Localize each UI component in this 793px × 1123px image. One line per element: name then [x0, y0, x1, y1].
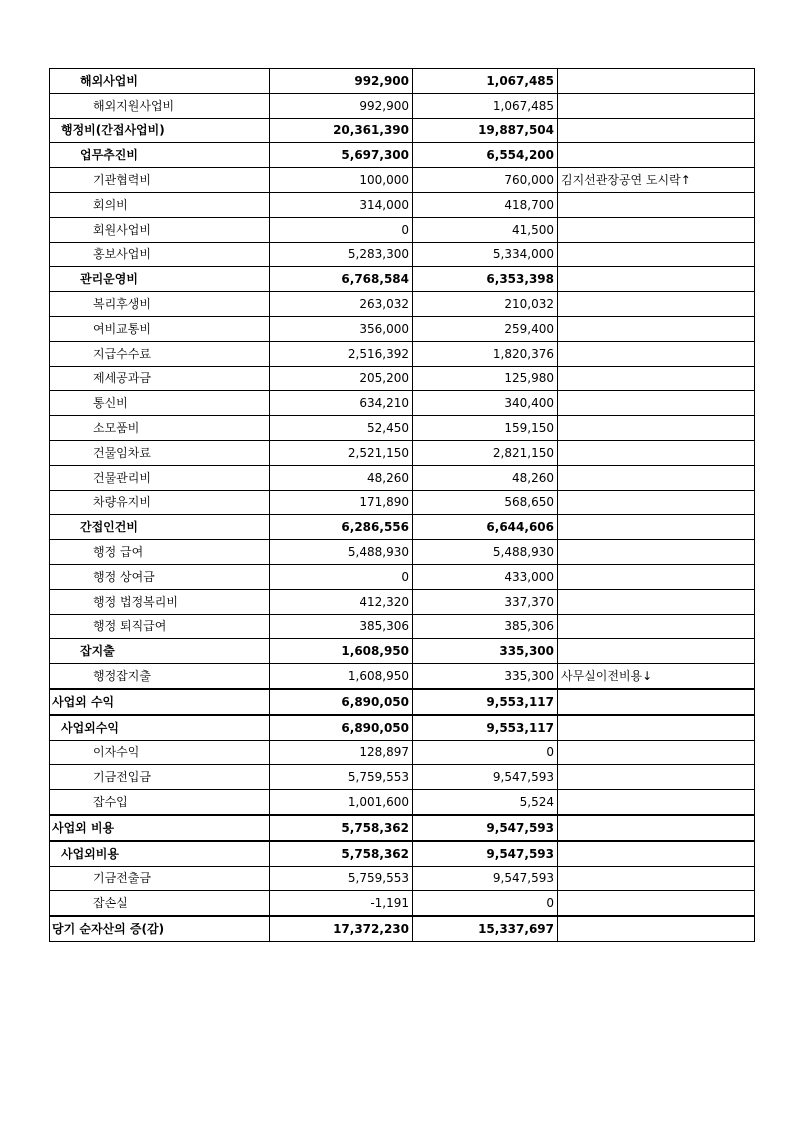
account-name-cell: 관리운영비 — [50, 267, 270, 292]
note-cell — [558, 614, 755, 639]
account-name-cell: 행정 급여 — [50, 540, 270, 565]
table-row — [50, 316, 755, 341]
table-row — [50, 790, 755, 815]
prior-amount-cell: 20,361,390 — [270, 118, 413, 143]
table-row — [50, 192, 755, 217]
prior-amount-cell: 17,372,230 — [270, 916, 413, 941]
note-cell — [558, 765, 755, 790]
prior-amount-cell: 5,758,362 — [270, 815, 413, 841]
prior-amount-cell: 5,697,300 — [270, 143, 413, 168]
financial-statement-table — [49, 68, 755, 942]
account-name-cell: 간접인건비 — [50, 515, 270, 540]
account-name-cell: 통신비 — [50, 391, 270, 416]
account-name-cell: 잡손실 — [50, 891, 270, 916]
table-row — [50, 589, 755, 614]
prior-amount-cell: 52,450 — [270, 416, 413, 441]
current-amount-cell: 9,553,117 — [413, 715, 558, 740]
prior-amount-cell: 1,608,950 — [270, 664, 413, 689]
current-amount-cell: 9,547,593 — [413, 815, 558, 841]
current-amount-cell: 433,000 — [413, 564, 558, 589]
account-name-cell: 이자수익 — [50, 740, 270, 765]
current-amount-cell: 5,334,000 — [413, 242, 558, 267]
table-row — [50, 740, 755, 765]
table-row — [50, 143, 755, 168]
prior-amount-cell: 2,516,392 — [270, 341, 413, 366]
note-cell — [558, 465, 755, 490]
current-amount-cell: 335,300 — [413, 639, 558, 664]
current-amount-cell: 210,032 — [413, 292, 558, 317]
prior-amount-cell: 992,900 — [270, 69, 413, 94]
table-row — [50, 490, 755, 515]
note-cell — [558, 267, 755, 292]
note-cell — [558, 143, 755, 168]
current-amount-cell: 335,300 — [413, 664, 558, 689]
table-row — [50, 916, 755, 941]
prior-amount-cell: 5,283,300 — [270, 242, 413, 267]
account-name-cell: 업무추진비 — [50, 143, 270, 168]
account-name-cell: 사업외 수익 — [50, 689, 270, 715]
table-row — [50, 891, 755, 916]
note-cell — [558, 891, 755, 916]
note-cell — [558, 242, 755, 267]
current-amount-cell: 1,067,485 — [413, 93, 558, 118]
prior-amount-cell: 205,200 — [270, 366, 413, 391]
account-name-cell: 복리후생비 — [50, 292, 270, 317]
prior-amount-cell: 992,900 — [270, 93, 413, 118]
table-row — [50, 118, 755, 143]
table-row — [50, 815, 755, 841]
account-name-cell: 사업외 비용 — [50, 815, 270, 841]
account-name-cell: 기관협력비 — [50, 168, 270, 193]
account-name-cell: 잡수입 — [50, 790, 270, 815]
note-cell — [558, 589, 755, 614]
note-cell: 사무실이전비용↓ — [558, 664, 755, 689]
account-name-cell: 건물임차료 — [50, 440, 270, 465]
current-amount-cell: 6,644,606 — [413, 515, 558, 540]
prior-amount-cell: 6,768,584 — [270, 267, 413, 292]
prior-amount-cell: 5,759,553 — [270, 765, 413, 790]
current-amount-cell: 259,400 — [413, 316, 558, 341]
note-cell — [558, 192, 755, 217]
table-row — [50, 267, 755, 292]
note-cell — [558, 416, 755, 441]
prior-amount-cell: 1,608,950 — [270, 639, 413, 664]
account-name-cell: 여비교통비 — [50, 316, 270, 341]
note-cell — [558, 790, 755, 815]
note-cell — [558, 341, 755, 366]
prior-amount-cell: 171,890 — [270, 490, 413, 515]
table-row — [50, 515, 755, 540]
prior-amount-cell: 314,000 — [270, 192, 413, 217]
account-name-cell: 사업외비용 — [50, 841, 270, 866]
note-cell — [558, 490, 755, 515]
note-cell — [558, 715, 755, 740]
current-amount-cell: 6,353,398 — [413, 267, 558, 292]
table-row — [50, 540, 755, 565]
account-name-cell: 행정 퇴직급여 — [50, 614, 270, 639]
account-name-cell: 기금전출금 — [50, 866, 270, 891]
statement-body — [50, 69, 755, 942]
account-name-cell: 차량유지비 — [50, 490, 270, 515]
table-row — [50, 765, 755, 790]
note-cell — [558, 292, 755, 317]
note-cell — [558, 639, 755, 664]
prior-amount-cell: 5,758,362 — [270, 841, 413, 866]
current-amount-cell: 48,260 — [413, 465, 558, 490]
table-row — [50, 564, 755, 589]
table-row — [50, 639, 755, 664]
note-cell — [558, 69, 755, 94]
prior-amount-cell: -1,191 — [270, 891, 413, 916]
note-cell — [558, 391, 755, 416]
account-name-cell: 행정비(간접사업비) — [50, 118, 270, 143]
prior-amount-cell: 5,488,930 — [270, 540, 413, 565]
table-row — [50, 168, 755, 193]
current-amount-cell: 340,400 — [413, 391, 558, 416]
current-amount-cell: 5,488,930 — [413, 540, 558, 565]
note-cell — [558, 841, 755, 866]
note-cell — [558, 316, 755, 341]
account-name-cell: 행정 상여금 — [50, 564, 270, 589]
prior-amount-cell: 128,897 — [270, 740, 413, 765]
account-name-cell: 사업외수익 — [50, 715, 270, 740]
current-amount-cell: 125,980 — [413, 366, 558, 391]
table-row — [50, 866, 755, 891]
table-row — [50, 217, 755, 242]
current-amount-cell: 6,554,200 — [413, 143, 558, 168]
prior-amount-cell: 48,260 — [270, 465, 413, 490]
table-row — [50, 93, 755, 118]
account-name-cell: 해외지원사업비 — [50, 93, 270, 118]
prior-amount-cell: 1,001,600 — [270, 790, 413, 815]
table-row — [50, 664, 755, 689]
table-row — [50, 242, 755, 267]
prior-amount-cell: 263,032 — [270, 292, 413, 317]
current-amount-cell: 760,000 — [413, 168, 558, 193]
current-amount-cell: 385,306 — [413, 614, 558, 639]
current-amount-cell: 0 — [413, 740, 558, 765]
prior-amount-cell: 634,210 — [270, 391, 413, 416]
prior-amount-cell: 5,759,553 — [270, 866, 413, 891]
current-amount-cell: 41,500 — [413, 217, 558, 242]
note-cell — [558, 118, 755, 143]
prior-amount-cell: 385,306 — [270, 614, 413, 639]
prior-amount-cell: 0 — [270, 564, 413, 589]
table-row — [50, 440, 755, 465]
account-name-cell: 회의비 — [50, 192, 270, 217]
table-row — [50, 841, 755, 866]
current-amount-cell: 9,553,117 — [413, 689, 558, 715]
prior-amount-cell: 0 — [270, 217, 413, 242]
current-amount-cell: 337,370 — [413, 589, 558, 614]
account-name-cell: 지급수수료 — [50, 341, 270, 366]
current-amount-cell: 19,887,504 — [413, 118, 558, 143]
prior-amount-cell: 100,000 — [270, 168, 413, 193]
account-name-cell: 잡지출 — [50, 639, 270, 664]
current-amount-cell: 9,547,593 — [413, 866, 558, 891]
prior-amount-cell: 6,890,050 — [270, 715, 413, 740]
table-row — [50, 391, 755, 416]
account-name-cell: 행정 법정복리비 — [50, 589, 270, 614]
account-name-cell: 기금전입금 — [50, 765, 270, 790]
account-name-cell: 건물관리비 — [50, 465, 270, 490]
account-name-cell: 홍보사업비 — [50, 242, 270, 267]
prior-amount-cell: 356,000 — [270, 316, 413, 341]
note-cell — [558, 217, 755, 242]
current-amount-cell: 5,524 — [413, 790, 558, 815]
account-name-cell: 제세공과금 — [50, 366, 270, 391]
note-cell — [558, 366, 755, 391]
note-cell — [558, 440, 755, 465]
current-amount-cell: 568,650 — [413, 490, 558, 515]
prior-amount-cell: 6,286,556 — [270, 515, 413, 540]
current-amount-cell: 0 — [413, 891, 558, 916]
note-cell — [558, 866, 755, 891]
note-cell: 김지선관장공연 도시락↑ — [558, 168, 755, 193]
note-cell — [558, 540, 755, 565]
note-cell — [558, 93, 755, 118]
current-amount-cell: 159,150 — [413, 416, 558, 441]
prior-amount-cell: 412,320 — [270, 589, 413, 614]
account-name-cell: 행정잡지출 — [50, 664, 270, 689]
table-row — [50, 69, 755, 94]
prior-amount-cell: 6,890,050 — [270, 689, 413, 715]
table-row — [50, 614, 755, 639]
current-amount-cell: 2,821,150 — [413, 440, 558, 465]
current-amount-cell: 9,547,593 — [413, 765, 558, 790]
table-row — [50, 715, 755, 740]
current-amount-cell: 9,547,593 — [413, 841, 558, 866]
account-name-cell: 해외사업비 — [50, 69, 270, 94]
current-amount-cell: 1,820,376 — [413, 341, 558, 366]
current-amount-cell: 15,337,697 — [413, 916, 558, 941]
account-name-cell: 당기 순자산의 증(감) — [50, 916, 270, 941]
current-amount-cell: 418,700 — [413, 192, 558, 217]
note-cell — [558, 740, 755, 765]
account-name-cell: 회원사업비 — [50, 217, 270, 242]
table-row — [50, 366, 755, 391]
note-cell — [558, 515, 755, 540]
table-row — [50, 341, 755, 366]
note-cell — [558, 916, 755, 941]
table-row — [50, 465, 755, 490]
account-name-cell: 소모품비 — [50, 416, 270, 441]
table-row — [50, 689, 755, 715]
note-cell — [558, 689, 755, 715]
note-cell — [558, 564, 755, 589]
prior-amount-cell: 2,521,150 — [270, 440, 413, 465]
current-amount-cell: 1,067,485 — [413, 69, 558, 94]
table-row — [50, 416, 755, 441]
note-cell — [558, 815, 755, 841]
table-row — [50, 292, 755, 317]
